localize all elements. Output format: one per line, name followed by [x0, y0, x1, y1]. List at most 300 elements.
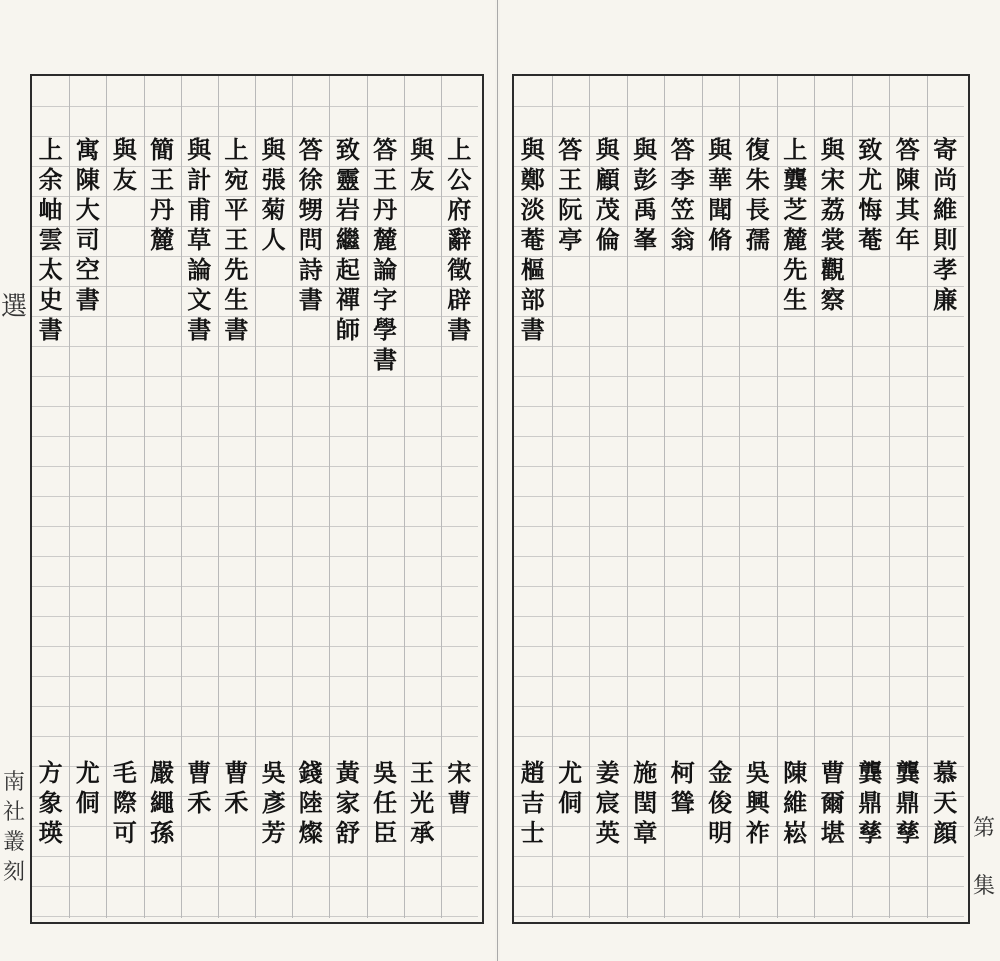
glyph: 光	[410, 788, 435, 817]
grid-row-line	[514, 586, 964, 587]
glyph: 顧	[595, 165, 620, 194]
grid-row-line	[32, 646, 478, 647]
grid-column-line	[144, 76, 145, 918]
glyph: 菴	[520, 225, 545, 254]
glyph: 社	[2, 800, 25, 825]
left-margin-bottom	[0, 768, 28, 888]
glyph: 答	[298, 135, 323, 164]
grid-column-line	[552, 76, 553, 918]
glyph: 起	[335, 255, 360, 284]
grid-column-line	[69, 76, 70, 918]
glyph: 上	[224, 135, 249, 164]
right-title-column	[520, 135, 546, 345]
glyph: 悔	[858, 195, 883, 224]
glyph: 王	[410, 758, 435, 787]
glyph: 俊	[708, 788, 733, 817]
glyph: 書	[224, 315, 249, 344]
left-author-column	[335, 758, 361, 848]
spine-divider	[497, 0, 498, 961]
grid-column-line	[181, 76, 182, 918]
glyph: 陳	[895, 165, 920, 194]
glyph: 與	[595, 135, 620, 164]
right-author-column	[782, 758, 808, 848]
grid-column-line	[739, 76, 740, 918]
glyph: 尤	[558, 758, 583, 787]
right-author-column	[820, 758, 846, 848]
left-author-column	[75, 758, 101, 818]
glyph: 侗	[558, 788, 583, 817]
glyph: 鼎	[858, 788, 883, 817]
left-title-column	[223, 135, 249, 345]
glyph: 維	[933, 195, 958, 224]
glyph: 趙	[520, 758, 545, 787]
right-author-column	[857, 758, 883, 848]
left-title-column	[372, 135, 398, 375]
glyph: 吉	[520, 788, 545, 817]
right-author-column	[632, 758, 658, 848]
glyph: 友	[410, 165, 435, 194]
glyph: 金	[708, 758, 733, 787]
glyph: 茂	[595, 195, 620, 224]
glyph: 龔	[858, 758, 883, 787]
right-title-column	[932, 135, 958, 315]
glyph: 禪	[335, 285, 360, 314]
grid-row-line	[32, 316, 478, 317]
glyph: 書	[187, 315, 212, 344]
glyph: 天	[933, 788, 958, 817]
glyph: 辟	[447, 285, 472, 314]
glyph: 麓	[373, 225, 398, 254]
glyph: 司	[75, 225, 100, 254]
grid-row-line	[514, 256, 964, 257]
right-title-column	[632, 135, 658, 255]
left-title-column	[261, 135, 287, 255]
glyph: 笠	[670, 195, 695, 224]
right-author-column	[707, 758, 733, 848]
glyph: 聳	[670, 788, 695, 817]
glyph: 與	[633, 135, 658, 164]
glyph: 曹	[820, 758, 845, 787]
glyph: 師	[335, 315, 360, 344]
glyph: 倫	[595, 225, 620, 254]
glyph: 上	[447, 135, 472, 164]
right-title-column	[707, 135, 733, 255]
grid-column-line	[106, 76, 107, 918]
glyph: 方	[38, 758, 63, 787]
grid-column-line	[927, 76, 928, 918]
right-title-column	[782, 135, 808, 315]
grid-row-line	[32, 556, 478, 557]
glyph: 南	[2, 770, 25, 795]
glyph: 禾	[224, 788, 249, 817]
glyph: 書	[38, 315, 63, 344]
glyph: 曹	[224, 758, 249, 787]
glyph: 年	[895, 225, 920, 254]
grid-row-line	[514, 616, 964, 617]
glyph: 宛	[224, 165, 249, 194]
glyph: 臣	[373, 818, 398, 847]
right-title-column	[745, 135, 771, 255]
grid-row-line	[514, 286, 964, 287]
grid-row-line	[514, 466, 964, 467]
glyph: 岩	[335, 195, 360, 224]
glyph: 陸	[298, 788, 323, 817]
right-title-column	[820, 135, 846, 315]
right-title-column	[670, 135, 696, 255]
glyph: 草	[187, 225, 212, 254]
glyph: 菴	[858, 225, 883, 254]
glyph: 上	[38, 135, 63, 164]
glyph: 與	[708, 135, 733, 164]
grid-row-line	[32, 676, 478, 677]
glyph: 龔	[783, 165, 808, 194]
glyph: 龔	[895, 758, 920, 787]
grid-column-line	[441, 76, 442, 918]
glyph: 宋	[820, 165, 845, 194]
glyph: 彭	[633, 165, 658, 194]
glyph: 丹	[150, 195, 175, 224]
glyph: 徐	[298, 165, 323, 194]
grid-column-line	[702, 76, 703, 918]
glyph: 觀	[820, 255, 845, 284]
glyph: 裳	[820, 225, 845, 254]
glyph: 麓	[150, 225, 175, 254]
left-author-column	[409, 758, 435, 848]
glyph: 太	[38, 255, 63, 284]
glyph: 友	[112, 165, 137, 194]
grid-row-line	[514, 556, 964, 557]
glyph: 英	[595, 818, 620, 847]
glyph: 曹	[187, 758, 212, 787]
glyph: 文	[187, 285, 212, 314]
left-title-column	[112, 135, 138, 195]
grid-row-line	[32, 616, 478, 617]
grid-row-line	[32, 706, 478, 707]
glyph: 甥	[298, 195, 323, 224]
glyph: 府	[447, 195, 472, 224]
left-author-column	[223, 758, 249, 818]
right-author-column	[557, 758, 583, 818]
right-page	[500, 0, 1000, 961]
glyph: 復	[745, 135, 770, 164]
glyph: 長	[745, 195, 770, 224]
grid-column-line	[852, 76, 853, 918]
glyph: 答	[895, 135, 920, 164]
grid-row-line	[514, 106, 964, 107]
left-page	[0, 0, 495, 961]
glyph: 論	[373, 255, 398, 284]
glyph: 選	[0, 292, 27, 322]
glyph: 王	[373, 165, 398, 194]
glyph: 答	[373, 135, 398, 164]
grid-column-line	[664, 76, 665, 918]
glyph: 王	[150, 165, 175, 194]
grid-column-line	[367, 76, 368, 918]
grid-row-line	[514, 376, 964, 377]
glyph: 脩	[708, 225, 733, 254]
glyph: 與	[410, 135, 435, 164]
glyph: 寄	[933, 135, 958, 164]
glyph: 書	[298, 285, 323, 314]
glyph: 鼎	[895, 788, 920, 817]
grid-row-line	[32, 916, 478, 917]
glyph: 王	[558, 165, 583, 194]
glyph: 施	[633, 758, 658, 787]
left-title-column	[149, 135, 175, 255]
grid-row-line	[32, 346, 478, 347]
glyph: 峯	[633, 225, 658, 254]
glyph: 閏	[633, 788, 658, 817]
glyph: 答	[670, 135, 695, 164]
glyph: 尚	[933, 165, 958, 194]
grid-column-line	[404, 76, 405, 918]
glyph: 公	[447, 165, 472, 194]
glyph: 禹	[633, 195, 658, 224]
glyph: 祚	[745, 818, 770, 847]
glyph: 興	[745, 788, 770, 817]
left-author-column	[261, 758, 287, 848]
left-author-column	[38, 758, 64, 848]
glyph: 甫	[187, 195, 212, 224]
glyph: 爾	[820, 788, 845, 817]
left-author-column	[446, 758, 472, 818]
left-author-column	[298, 758, 324, 848]
left-title-column	[38, 135, 64, 345]
glyph: 士	[520, 818, 545, 847]
grid-column-line	[589, 76, 590, 918]
glyph: 黃	[335, 758, 360, 787]
glyph: 孫	[150, 818, 175, 847]
glyph: 孝	[933, 255, 958, 284]
glyph: 嚴	[150, 758, 175, 787]
glyph: 與	[261, 135, 286, 164]
left-title-column	[335, 135, 361, 345]
glyph: 芝	[783, 195, 808, 224]
glyph: 致	[335, 135, 360, 164]
glyph: 書	[75, 285, 100, 314]
glyph: 與	[820, 135, 845, 164]
glyph: 簡	[150, 135, 175, 164]
grid-row-line	[514, 646, 964, 647]
glyph: 陳	[783, 758, 808, 787]
left-author-column	[112, 758, 138, 848]
grid-row-line	[514, 406, 964, 407]
grid-column-line	[627, 76, 628, 918]
glyph: 尤	[75, 758, 100, 787]
glyph: 宋	[447, 758, 472, 787]
grid-row-line	[32, 106, 478, 107]
glyph: 徵	[447, 255, 472, 284]
glyph: 空	[75, 255, 100, 284]
grid-row-line	[514, 436, 964, 437]
glyph: 問	[298, 225, 323, 254]
glyph: 燦	[298, 818, 323, 847]
glyph: 生	[783, 285, 808, 314]
right-author-column	[595, 758, 621, 848]
glyph: 毛	[112, 758, 137, 787]
glyph: 舒	[335, 818, 360, 847]
glyph: 學	[373, 315, 398, 344]
glyph: 阮	[558, 195, 583, 224]
glyph: 書	[447, 315, 472, 344]
glyph: 書	[373, 345, 398, 374]
glyph: 史	[38, 285, 63, 314]
glyph: 崧	[783, 818, 808, 847]
grid-row-line	[514, 886, 964, 887]
glyph: 張	[261, 165, 286, 194]
left-title-column	[446, 135, 472, 345]
glyph: 繩	[150, 788, 175, 817]
glyph: 侗	[75, 788, 100, 817]
right-author-column	[745, 758, 771, 848]
right-author-column	[932, 758, 958, 848]
glyph: 維	[783, 788, 808, 817]
glyph: 禾	[187, 788, 212, 817]
glyph: 聞	[708, 195, 733, 224]
glyph: 象	[38, 788, 63, 817]
glyph: 王	[224, 225, 249, 254]
grid-row-line	[514, 496, 964, 497]
glyph: 生	[224, 285, 249, 314]
glyph: 察	[820, 285, 845, 314]
glyph: 陳	[75, 165, 100, 194]
glyph: 慕	[933, 758, 958, 787]
glyph: 姜	[595, 758, 620, 787]
glyph: 朱	[745, 165, 770, 194]
glyph: 吳	[261, 758, 286, 787]
glyph: 字	[373, 285, 398, 314]
grid-column-line	[255, 76, 256, 918]
grid-row-line	[32, 856, 478, 857]
glyph: 詩	[298, 255, 323, 284]
glyph: 叢	[2, 830, 25, 855]
glyph: 與	[112, 135, 137, 164]
glyph: 致	[858, 135, 883, 164]
glyph: 廉	[933, 285, 958, 314]
grid-column-line	[329, 76, 330, 918]
glyph: 先	[783, 255, 808, 284]
glyph: 雲	[38, 225, 63, 254]
glyph: 繼	[335, 225, 360, 254]
grid-column-line	[292, 76, 293, 918]
glyph: 荔	[820, 195, 845, 224]
glyph: 岫	[38, 195, 63, 224]
glyph: 先	[224, 255, 249, 284]
right-author-column	[895, 758, 921, 848]
glyph: 翁	[670, 225, 695, 254]
glyph: 樞	[520, 255, 545, 284]
glyph: 靈	[335, 165, 360, 194]
glyph: 計	[187, 165, 212, 194]
glyph: 瑛	[38, 818, 63, 847]
glyph: 尤	[858, 165, 883, 194]
grid-row-line	[32, 886, 478, 887]
right-title-column	[595, 135, 621, 255]
grid-row-line	[514, 916, 964, 917]
grid-row-line	[514, 706, 964, 707]
grid-row-line	[514, 676, 964, 677]
glyph: 辭	[447, 225, 472, 254]
right-author-column	[670, 758, 696, 818]
left-title-column	[186, 135, 212, 345]
glyph: 麓	[783, 225, 808, 254]
grid-row-line	[514, 316, 964, 317]
glyph: 孳	[858, 818, 883, 847]
left-title-column	[75, 135, 101, 315]
grid-column-line	[777, 76, 778, 918]
left-margin-title	[0, 290, 28, 324]
glyph: 第	[972, 816, 995, 841]
grid-column-line	[814, 76, 815, 918]
grid-row-line	[514, 736, 964, 737]
right-margin-bottom	[970, 800, 998, 916]
grid-row-line	[514, 526, 964, 527]
glyph: 集	[972, 874, 995, 899]
glyph: 與	[187, 135, 212, 164]
left-author-column	[372, 758, 398, 848]
glyph: 則	[933, 225, 958, 254]
right-title-column	[895, 135, 921, 255]
left-title-column	[409, 135, 435, 195]
glyph: 任	[373, 788, 398, 817]
glyph: 李	[670, 165, 695, 194]
glyph: 錢	[298, 758, 323, 787]
glyph: 章	[633, 818, 658, 847]
grid-row-line	[32, 466, 478, 467]
glyph: 堪	[820, 818, 845, 847]
glyph: 書	[520, 315, 545, 344]
glyph: 可	[112, 818, 137, 847]
glyph: 答	[558, 135, 583, 164]
grid-row-line	[32, 436, 478, 437]
glyph: 人	[261, 225, 286, 254]
glyph: 與	[520, 135, 545, 164]
glyph: 宸	[595, 788, 620, 817]
glyph: 鄭	[520, 165, 545, 194]
grid-column-line	[889, 76, 890, 918]
right-title-column	[857, 135, 883, 255]
glyph: 寓	[75, 135, 100, 164]
glyph: 吳	[373, 758, 398, 787]
grid-row-line	[32, 586, 478, 587]
glyph: 丹	[373, 195, 398, 224]
glyph: 彥	[261, 788, 286, 817]
grid-column-line	[218, 76, 219, 918]
glyph: 亭	[558, 225, 583, 254]
grid-row-line	[514, 856, 964, 857]
glyph: 明	[708, 818, 733, 847]
glyph: 際	[112, 788, 137, 817]
glyph: 芳	[261, 818, 286, 847]
glyph: 曹	[447, 788, 472, 817]
right-title-column	[557, 135, 583, 255]
glyph: 柯	[670, 758, 695, 787]
glyph: 顔	[933, 818, 958, 847]
glyph: 平	[224, 195, 249, 224]
glyph: 吳	[745, 758, 770, 787]
glyph: 孳	[895, 818, 920, 847]
glyph: 承	[410, 818, 435, 847]
glyph: 上	[783, 135, 808, 164]
left-author-column	[186, 758, 212, 818]
grid-row-line	[32, 736, 478, 737]
left-title-column	[298, 135, 324, 315]
glyph: 部	[520, 285, 545, 314]
glyph: 余	[38, 165, 63, 194]
grid-row-line	[32, 376, 478, 377]
right-author-column	[520, 758, 546, 848]
glyph: 孺	[745, 225, 770, 254]
